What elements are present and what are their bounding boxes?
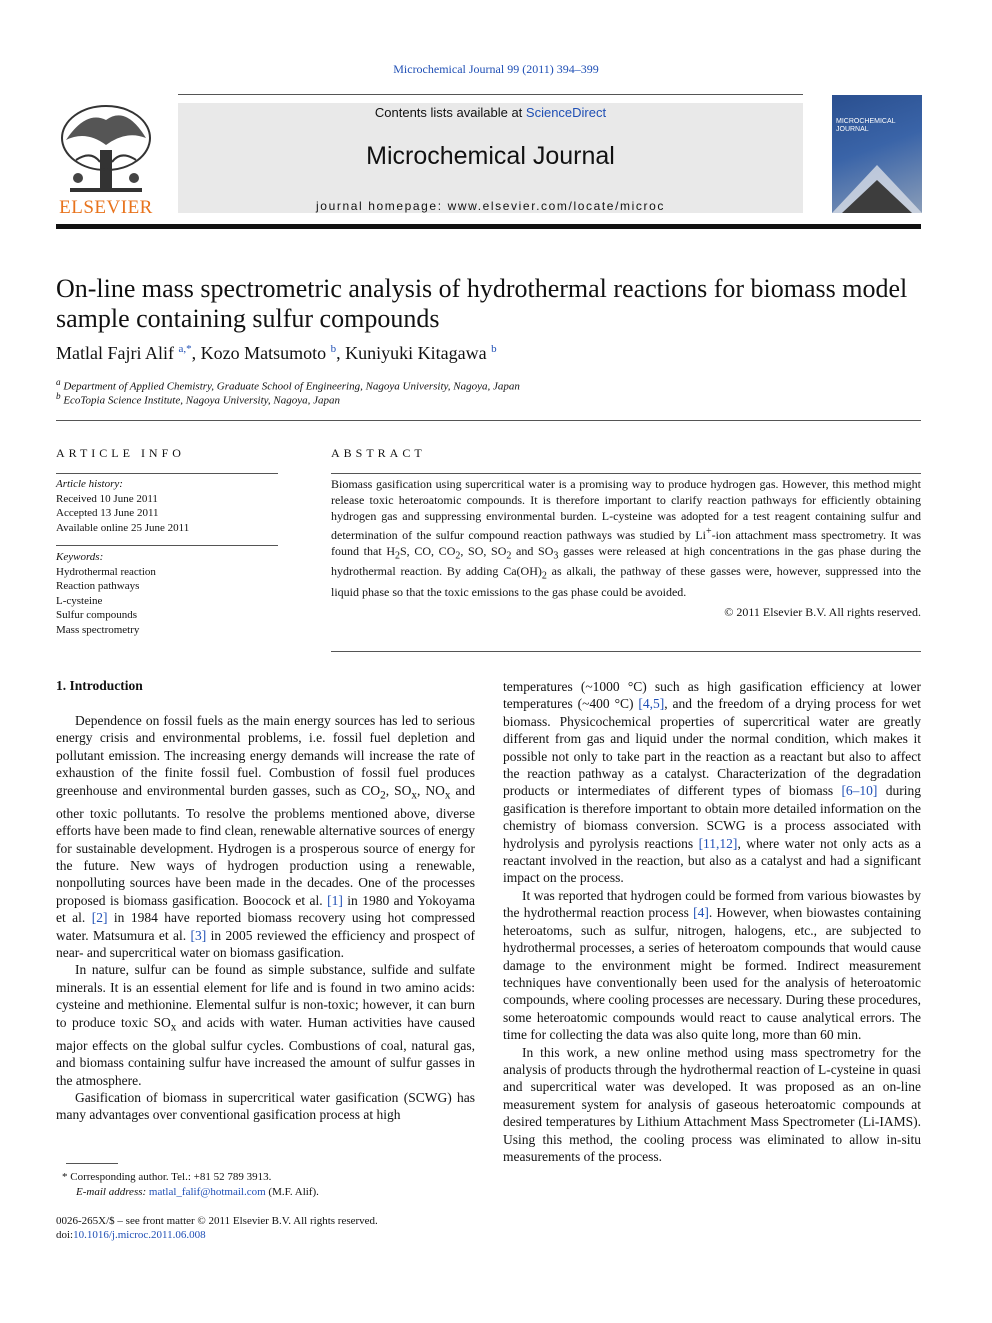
author-name: Matlal Fajri Alif: [56, 343, 174, 363]
paragraph: It was reported that hydrogen could be formed from various biowastes by the hydrothermal reaction process [4]. However, when biowastes containing heteroatoms, such as sulfur, nitrogen, halogens, etc., are subjected to hydrothermal processes, a series of heteroatom compounds that would cause damage to the environment might be formed. Indirect measurement techniques have conventionally been used for the analysis of heteroatomic compounds, where cooling processes are necessary. During these procedures, some heteroatomic compounds would react to cause analytical errors. The time for collecting the data was also quite long, more than 60 min.: [503, 887, 921, 1043]
email-suffix: (M.F. Alif).: [265, 1186, 319, 1198]
doi-label: doi:: [56, 1229, 74, 1241]
journal-homepage[interactable]: journal homepage: www.elsevier.com/locate/microc: [316, 199, 665, 213]
abstract-bottom-rule: [331, 651, 921, 652]
article-history: [56, 477, 189, 535]
paragraph: In this work, a new online method using mass spectrometry for the analysis of products through the hydrothermal reaction of L-cysteine in quasi and supercritical water was developed. It was proposed as an on-line measurement system for analysis of gaseous heteroatomic compounds at desired temperatures by Lithium Attachment Mass Spectrometer (Li-IAMS). Using this method, the cooling process was eliminated to allow in-situ measurements of the process.: [503, 1044, 921, 1164]
abstract-copyright: © 2011 Elsevier B.V. All rights reserved.: [724, 605, 921, 619]
keyword: Mass spectrometry: [56, 623, 140, 636]
abstract-text: Biomass gasification using supercritical water is a promising way to produce hydrogen gas. However, this method might release toxic heteroatomic compounds. It is therefore important to clarify reaction pathways for efficiently obtaining hydrogen gas and suppressing environmental burden. L-cysteine was adopted for a test reagent containing sulfur and determination of the sulfur compound reaction pathways was studied by Li+-ion attachment mass spectrometry. It was found that $H_2S$, CO, $CO_2$, SO, $SO_2$ and $SO_3$ gasses were released at high concentrations in the gas phase during the hydrothermal reaction. By adding $Ca(OH)_2$ as alkali, the pathway of these gasses were, however, suppressed into the liquid phase so that the toxic emissions to the gas phase could be avoided.: [331, 477, 922, 599]
keywords-rule: [56, 545, 278, 546]
doi-link[interactable]: 10.1016/j.microc.2011.06.008: [73, 1229, 206, 1241]
affiliation-text: Department of Applied Chemistry, Graduate School of Engineering, Nagoya University, Nagoya, Japan: [63, 380, 520, 393]
keyword: Sulfur compounds: [56, 609, 137, 621]
article-info-heading: ARTICLE INFO: [56, 446, 185, 460]
cover-graphic: [832, 155, 922, 213]
author-name: Kuniyuki Kitagawa: [345, 343, 487, 363]
section-heading-introduction: 1. Introduction: [56, 678, 143, 693]
keyword: Hydrothermal reaction: [56, 565, 156, 578]
publisher-name: ELSEVIER: [59, 197, 153, 218]
sciencedirect-link[interactable]: ScienceDirect: [525, 105, 607, 120]
email-link[interactable]: matlal_falif@hotmail.com: [148, 1186, 266, 1198]
section-divider: [56, 420, 921, 421]
journal-title: Microchemical Journal: [366, 142, 615, 170]
front-matter-note: 0026-265X/$ – see front matter © 2011 Elsevier B.V. All rights reserved.: [56, 1215, 378, 1227]
email-note: [76, 1185, 319, 1200]
affiliation-mark: a: [56, 377, 61, 387]
email-label: E-mail address:: [76, 1186, 149, 1198]
keyword: Reaction pathways: [56, 580, 140, 592]
citation-link[interactable]: [4]: [693, 905, 709, 921]
cover-title: MICROCHEMICAL JOURNAL: [836, 118, 896, 133]
paragraph: In nature, sulfur can be found as simple substance, sulfide and sulfate minerals. It is an essential element for life and is found in two amino acids: cysteine and methionine. Elemental sulfur is non-toxic; however, it can burn to produce toxic $SO_x$ and acids with water. Human activities have caused major effects on the global sulfur cycles. Combustions of coal, natural gas, and biomass containing sulfur have increased the amount of sulfur gasses in the atmosphere.: [56, 962, 475, 1088]
doi-note: [56, 1228, 206, 1243]
author-affiliation-mark[interactable]: b: [330, 343, 337, 355]
journal-reference: [0, 62, 992, 77]
article-info-rule: [56, 473, 278, 474]
journal-cover-image: [832, 95, 922, 213]
history-online: Available online 25 June 2011: [56, 521, 190, 534]
paragraph: Gasification of biomass in supercritical water gasification (SCWG) has many advantages over conventional gasification process at high: [56, 1089, 475, 1123]
author-affiliation-mark[interactable]: b: [491, 343, 497, 355]
header-rule: [178, 94, 803, 95]
journal-reference-link[interactable]: Microchemical Journal 99 (2011) 394–399: [393, 62, 599, 76]
body-right-column: [503, 678, 921, 1165]
contents-line: [178, 105, 803, 120]
history-received: Received 10 June 2011: [56, 492, 158, 505]
affiliation-text: EcoTopia Science Institute, Nagoya University, Nagoya, Japan: [63, 394, 341, 407]
keyword: L-cysteine: [56, 594, 103, 607]
footnote-rule: [66, 1163, 118, 1164]
body-left-column: [56, 712, 475, 1124]
corresponding-author-note: * Corresponding author. Tel.: +81 52 789 3913.: [62, 1171, 272, 1183]
paragraph: Dependence on fossil fuels as the main energy sources has led to serious energy crisis and environmental problems, i.e. fossil fuel depletion and pollutant emission. The increasing energy demands will increase the rate of exhaustion of the finite fossil fuel. Combustion of fossil fuel produces greenhouse and environmental burden gasses, such as $CO_2$, $SO_x$, $NO_x$ and other toxic pollutants. To resolve the problems mentioned above, diverse efforts have been made to find clean, renewable alternative sources of energy for sustainable development. Hydrogen is a prosperous source of energy for the future. New ways of hydrogen production using a renewable, nonpolluting sources have been made in the decades. One of the processes proposed is biomass gasification. Boocock et al. [1] in 1980 and Yokoyama et al. [2] in 1984 have reported biomass recovery using hot compressed water. Matsumura et al. [3] in 2005 reviewed the efficiency and prospect of near- and supercritical water on biomass gasification.: [56, 713, 476, 960]
citation-link[interactable]: [11,12]: [698, 835, 738, 851]
abstract-rule: [331, 473, 921, 474]
history-label: Article history:: [56, 478, 123, 490]
abstract-heading: ABSTRACT: [331, 446, 426, 460]
contents-prefix: Contents lists available at: [374, 105, 526, 120]
author-name: Kozo Matsumoto: [200, 343, 327, 363]
paragraph: temperatures (~1000 °C) such as high gasification efficiency at lower temperatures (~400 °C) [4,5], and the freedom of a drying process for wet biomass. Physicochemical properties of supercritical water are greatly different from gas and liquid under the normal condition, which makes it possible not only to take part in the reaction as a reactant but also to affect the reaction pathway as a catalyst. Characterization of the degradation products or intermediates of different types of biomass [6–10] during gasification is therefore important to obtain more detailed information on the chemistry of biomass conversion. SCWG is a process associated with hydrolysis and pyrolysis reactions [11,12], where water not only acts as a reactant involved in the reaction, but also as a catalyst and had a significant impact on the process.: [503, 679, 922, 886]
keywords: [56, 550, 156, 637]
citation-link[interactable]: [1]: [327, 892, 343, 908]
affiliation-mark: b: [56, 391, 61, 401]
citation-link[interactable]: [6–10]: [841, 783, 878, 799]
author-list: Matlal Fajri Alif $^{a,*}$, Kozo Matsumoto $^b$, Kuniyuki Kitagawa $^b$: [56, 343, 497, 363]
header-divider: [56, 224, 921, 229]
citation-link[interactable]: [3]: [190, 927, 207, 943]
citation-link[interactable]: [2]: [91, 910, 108, 926]
citation-link[interactable]: [4,5]: [638, 696, 665, 712]
keywords-label: Keywords:: [56, 551, 104, 563]
affiliation-b: [56, 391, 340, 407]
history-accepted: Accepted 13 June 2011: [56, 507, 159, 519]
author-affiliation-mark[interactable]: a,*: [178, 343, 192, 355]
article-title: On-line mass spectrometric analysis of hydrothermal reactions for biomass model sample containing sulfur compounds: [56, 274, 908, 333]
